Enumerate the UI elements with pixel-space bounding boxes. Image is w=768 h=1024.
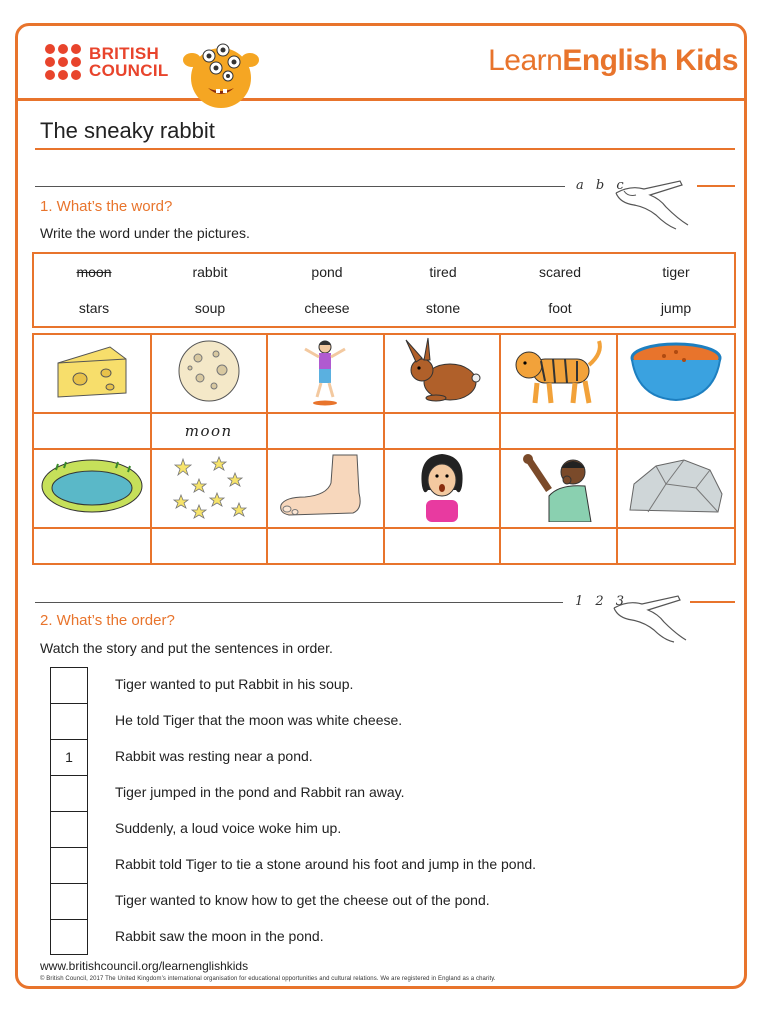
answer-cell[interactable] xyxy=(151,413,267,449)
site-prefix: Learn xyxy=(488,44,563,77)
order-sentence: Rabbit was resting near a pond. xyxy=(115,748,313,764)
picture-cell xyxy=(33,334,151,413)
section-2-rule-left xyxy=(35,602,563,603)
moon-icon xyxy=(174,336,244,406)
order-sentence: He told Tiger that the moon was white cheese. xyxy=(115,712,403,728)
order-number-box[interactable]: 1 xyxy=(50,739,88,775)
order-number-box[interactable] xyxy=(50,775,88,811)
section-1-instruction: Write the word under the pictures. xyxy=(40,225,250,241)
scared-icon xyxy=(412,450,472,522)
page-title: The sneaky rabbit xyxy=(40,118,215,143)
picture-grid xyxy=(32,333,736,565)
word-bank-item: soup xyxy=(194,300,226,316)
word-bank-item: tiger xyxy=(662,264,690,280)
section-2-instruction: Watch the story and put the sentences in order. xyxy=(40,640,333,656)
tiger-icon xyxy=(511,335,607,407)
site-strong: English Kids xyxy=(562,44,738,77)
answer-cell[interactable] xyxy=(267,413,385,449)
word-bank-item: pond xyxy=(311,264,343,280)
answer-cell[interactable] xyxy=(617,528,735,564)
stone-icon xyxy=(626,454,726,518)
word-bank xyxy=(32,252,736,328)
picture-cell xyxy=(500,449,617,528)
order-sentence: Suddenly, a loud voice woke him up. xyxy=(115,820,342,836)
writing-hand-icon xyxy=(610,173,690,231)
section-2-title: 2. What’s the order? xyxy=(40,612,175,629)
picture-cell xyxy=(384,449,500,528)
rabbit-icon xyxy=(400,336,484,406)
section-1-rule-left xyxy=(35,186,565,187)
picture-cell xyxy=(151,449,267,528)
tired-icon xyxy=(519,450,599,522)
stars-icon xyxy=(169,453,249,519)
order-number-box[interactable] xyxy=(50,919,88,955)
picture-cell xyxy=(151,334,267,413)
picture-cell xyxy=(384,334,500,413)
title-underline xyxy=(35,148,735,150)
section-2-rule-right xyxy=(690,601,735,603)
word-bank-item: rabbit xyxy=(192,264,228,280)
answer-cell[interactable] xyxy=(33,528,151,564)
cheese-icon xyxy=(50,339,134,403)
answer-cell[interactable] xyxy=(267,528,385,564)
answer-cell[interactable] xyxy=(500,528,617,564)
word-bank-item: foot xyxy=(548,300,572,316)
header-divider xyxy=(18,98,744,101)
word-bank-item: tired xyxy=(429,264,457,280)
answer-cell[interactable] xyxy=(151,528,267,564)
jump-icon xyxy=(295,335,355,407)
writing-hand-icon xyxy=(608,588,688,644)
order-sentence: Tiger wanted to put Rabbit in his soup. xyxy=(115,676,354,692)
picture-cell xyxy=(617,449,735,528)
section-1-hand-label: a b c xyxy=(576,178,628,193)
order-sentence: Tiger wanted to know how to get the cheese out of the pond. xyxy=(115,892,490,908)
footer-copyright: © British Council, 2017 The United Kingdom’s international organisation for educational opportunities and cultural relations. We are registered in England as a charity. xyxy=(40,976,496,982)
word-bank-item: moon xyxy=(76,264,112,280)
pond-icon xyxy=(40,454,144,518)
picture-cell xyxy=(33,449,151,528)
order-sentence: Tiger jumped in the pond and Rabbit ran away. xyxy=(115,784,405,800)
monster-mascot-icon xyxy=(176,30,266,110)
answer-cell[interactable] xyxy=(617,413,735,449)
picture-cell xyxy=(500,334,617,413)
answer-cell[interactable] xyxy=(500,413,617,449)
answer-cell[interactable] xyxy=(33,413,151,449)
picture-cell xyxy=(267,449,385,528)
answer-cell[interactable] xyxy=(384,528,500,564)
footer-url[interactable]: www.britishcouncil.org/learnenglishkids xyxy=(40,959,249,973)
order-number-box[interactable] xyxy=(50,883,88,919)
order-sentence: Rabbit saw the moon in the pond. xyxy=(115,928,324,944)
british-council-logo xyxy=(45,44,169,80)
picture-cell xyxy=(267,334,385,413)
section-1-rule-right xyxy=(697,185,735,187)
word-bank-item: stars xyxy=(78,300,110,316)
foot-icon xyxy=(275,453,375,519)
order-number-box[interactable] xyxy=(50,847,88,883)
brand-line-2: COUNCIL xyxy=(89,61,169,80)
answer-text: moon xyxy=(184,421,233,440)
section-2-hand-label: 1 2 3 xyxy=(575,594,629,609)
word-bank-item: jump xyxy=(660,300,692,316)
section-1-title: 1. What’s the word? xyxy=(40,198,173,215)
brand-line-1: BRITISH xyxy=(89,44,160,63)
order-number-box[interactable] xyxy=(50,811,88,847)
word-bank-item: stone xyxy=(425,300,461,316)
word-bank-item: scared xyxy=(538,264,582,280)
picture-cell xyxy=(617,334,735,413)
answer-cell[interactable] xyxy=(384,413,500,449)
british-council-dots-icon xyxy=(45,44,81,80)
word-bank-item: cheese xyxy=(304,300,350,316)
order-sentence: Rabbit told Tiger to tie a stone around his foot and jump in the pond. xyxy=(115,856,537,872)
soup-icon xyxy=(628,338,724,404)
order-number-box[interactable] xyxy=(50,667,88,703)
learnenglish-kids-logo xyxy=(488,44,738,78)
order-number-box[interactable] xyxy=(50,703,88,739)
